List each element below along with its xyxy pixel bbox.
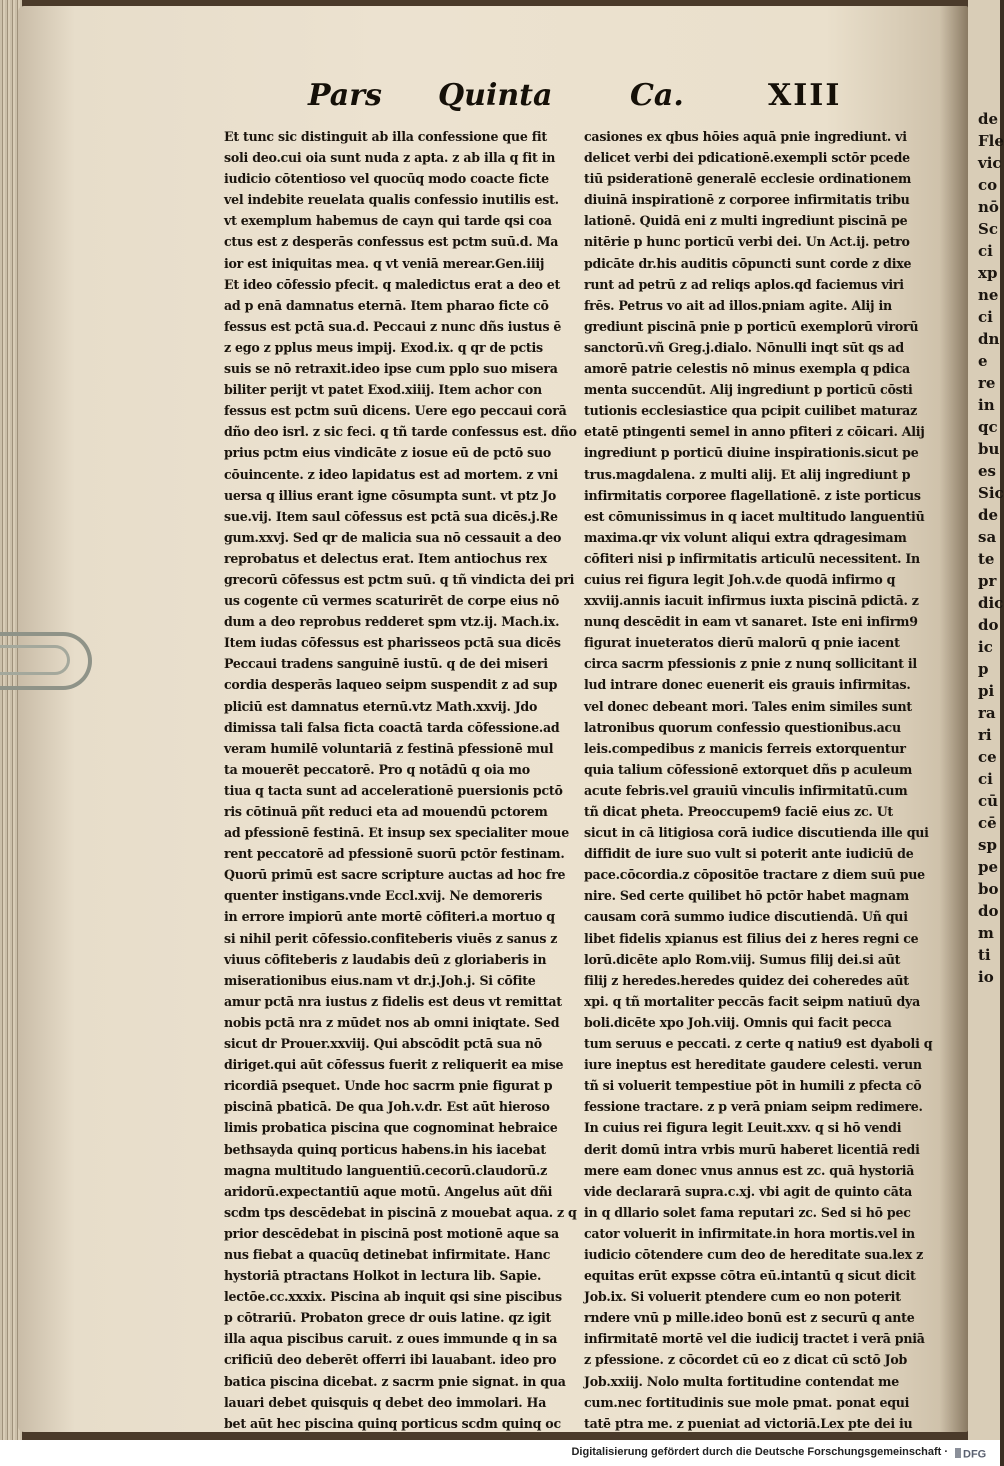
right-column-line: tutionis ecclesiastice qua pcipit cuilibet maturaz xyxy=(584,403,917,419)
left-column-line: dimissa tali falsa ficta coactā tarda cōfessione.ad xyxy=(224,719,560,735)
right-column-line: pdicāte dr.his auditis cōpuncti sunt corde z dixe xyxy=(584,255,912,271)
next-page-fragment: p xyxy=(978,660,989,678)
right-column-line: filij z heredes.heredes quidez dei coheredes aūt xyxy=(584,972,909,988)
footer-bar xyxy=(0,1440,1000,1466)
right-column-line: cator voluerit in infirmitate.in hora mortis.vel in xyxy=(584,1225,915,1241)
next-page-fragment: nō xyxy=(978,198,999,216)
next-page-fragment: vic xyxy=(978,154,1002,172)
next-page-fragment: m xyxy=(978,924,994,942)
left-column-line: us cogente cū vermes scaturirēt de corpe eius nō xyxy=(224,593,560,609)
header-folio: XIII xyxy=(768,78,842,113)
left-column-line: vel indebite reuelata qualis confessio inutilis est. xyxy=(224,192,559,208)
left-column-line: fessus est pctm suū dicens. Uere ego peccaui corā xyxy=(224,403,567,419)
left-column-line: Et ideo cōfessio pfecit. q maledictus erat a deo et xyxy=(224,276,561,292)
right-column-line: sanctorū.vñ Greg.j.dialo. Nōnulli inqt sūt qs ad xyxy=(584,339,904,355)
left-column-line: prior descēdebat in piscinā post motionē aque sa xyxy=(224,1225,559,1241)
left-column-line: Et tunc sic distinguit ab illa confessione que fit xyxy=(224,129,547,144)
next-page-fragment: pr xyxy=(978,572,997,590)
left-column-line: dum a deo reprobus redderet spm vtz.ij. Mach.ix. xyxy=(224,614,560,630)
right-column-line: In cuius rei figura legit Leuit.xxv. q si hō vendi xyxy=(584,1120,902,1136)
next-page-fragment: Sc xyxy=(978,220,998,238)
next-page-fragment: Fle xyxy=(978,132,1004,150)
next-page-fragment: ci xyxy=(978,242,993,260)
next-page-fragment: e xyxy=(978,352,988,370)
right-column-line: etatē ptingenti semel in anno pfiteri z cōicari. Alij xyxy=(584,424,925,440)
left-column-line: amur pctā nra iustus z fidelis est deus vt remittat xyxy=(224,993,562,1009)
right-column-line: xpi. q tñ mortaliter peccās facit seipm natiuū dya xyxy=(584,993,920,1009)
right-column-line: lorū.dicēte aplo Rom.viij. Sumus filij dei.si aūt xyxy=(584,951,901,967)
next-page-fragment: bo xyxy=(978,880,999,898)
right-column-line: Job.xxiij. Nolo multa fortitudine contendat me xyxy=(584,1373,899,1389)
right-column-line: xxviij.annis iacuit infirmus iuxta piscinā pdictā. z xyxy=(584,593,919,609)
next-page-fragment: ce xyxy=(978,748,997,766)
next-page-fragment: te xyxy=(978,550,995,568)
right-column-line: pace.cōcordia.z cōpositōe tractare z diem suū pue xyxy=(584,867,925,883)
right-text-column xyxy=(584,126,933,1434)
left-column-line: suis se nō retraxit.ideo ipse cum pplo suo misera xyxy=(224,361,558,377)
right-column-line: ingrediunt p porticū diuine inspirationis.sicut pe xyxy=(584,445,919,461)
left-column-line: ad pfessionē festinā. Et insup sex specialiter moue xyxy=(224,825,569,841)
left-column-line: sicut dr Prouer.xxviij. Qui abscōdit pctā sua nō xyxy=(224,1036,542,1052)
right-column-line: trus.magdalena. z multi alij. Et alij ingrediunt p xyxy=(584,466,911,482)
next-page-fragment: de xyxy=(978,110,999,128)
left-column-line: fessus est pctā sua.d. Peccaui z nunc dñs iustus ē xyxy=(224,318,562,334)
right-column-line: maxima.qr vix volunt aliqui extra qdragesimam xyxy=(584,529,907,545)
right-column-line: sicut in cā litigiosa corā iudice discutienda ille qui xyxy=(584,825,929,841)
next-page-fragment: xp xyxy=(978,264,998,282)
left-column-line: veram humilē voluntariā z festinā pfessionē mul xyxy=(224,740,554,756)
right-column-line: derit domū intra vrbis murū haberet licentiā redi xyxy=(584,1141,920,1157)
next-page-fragment: sa xyxy=(978,528,997,546)
left-text-column xyxy=(224,126,577,1434)
right-column-line: iudicio cōtendere cum deo de hereditate sua.lex z xyxy=(584,1246,923,1262)
left-column-line: scdm tps descēdebat in piscinā z mouebat aqua. z q xyxy=(224,1204,577,1220)
left-column-line: grecorū cōfessus est pctm suū. q tñ vindicta dei pri xyxy=(224,571,575,587)
next-page-fragment: do xyxy=(978,616,999,634)
right-column-line: amorē patrie celestis nō minus exempla q pdica xyxy=(584,361,910,377)
right-column-line: infirmitatis corporee flagellationē. z iste porticus xyxy=(584,487,921,503)
right-column-line: tatē ptra me. z pueniat ad victoriā.Lex pte dei iu xyxy=(584,1415,913,1431)
left-column-line: piscinā pbaticā. De qua Joh.v.dr. Est aūt hieroso xyxy=(224,1099,550,1115)
left-column-line: sue.vij. Item saul cōfessus est pctā sua dicēs.j.Re xyxy=(224,508,558,524)
right-column-line: casiones ex qbus hōies aquā pnie ingrediunt. vi xyxy=(584,129,907,144)
right-column-line: vide declararā supra.c.xj. vbi agit de quinto cāta xyxy=(584,1183,913,1199)
right-column-line: figurat inueteratos dierū malorū q pnie iacent xyxy=(584,635,900,651)
left-column-line: gum.xxvj. Sed qr de malicia sua nō cessauit a deo xyxy=(224,529,562,545)
next-page-fragment: Sic xyxy=(978,484,1004,502)
next-page-fragment: ri xyxy=(978,726,992,744)
dfg-logo xyxy=(954,1445,992,1461)
next-page-fragment: re xyxy=(978,374,996,392)
next-page-fragment: cē xyxy=(978,814,997,832)
right-column-line: est cōmunissimus in q iacet multitudo languentiū xyxy=(584,508,925,524)
left-column-line: uersa q illius erant igne cōsumpta sunt. vt ptz Jo xyxy=(224,487,557,503)
next-page-fragment: pe xyxy=(978,858,999,876)
next-page-fragment: do xyxy=(978,902,999,920)
left-column-line: biliter perijt vt patet Exod.xiiij. Item achor con xyxy=(224,382,542,398)
left-column-line: nobis pctā nra z mūdet nos ab omni iniqtate. Sed xyxy=(224,1014,560,1030)
next-page-fragment: cū xyxy=(978,792,999,810)
left-column-line: bet aūt hec piscina quinq porticus scdm quinq oc xyxy=(224,1415,561,1431)
left-column-line: in errore impiorū ante mortē cōfiteri.a mortuo q xyxy=(224,909,555,925)
left-column-line: reprobatus et delectus erat. Item antiochus rex xyxy=(224,550,547,566)
right-column-line: tñ si voluerit tempestiue pōt in humili z pfecta cō xyxy=(584,1078,922,1094)
next-page-fragment: ci xyxy=(978,308,993,326)
next-page-edge xyxy=(968,0,1004,1440)
next-page-fragment: in xyxy=(978,396,995,414)
next-page-fragment: ne xyxy=(978,286,999,304)
right-column-line: tum seruus e peccati. z certe q natiu9 est dyaboli q xyxy=(584,1036,933,1052)
left-column-line: ris cōtinuā pñt reduci eta ad mouendū pctorem xyxy=(224,804,548,819)
right-column-line: leis.compedibus z manicis ferreis extorquentur xyxy=(584,740,906,756)
header-book: Quinta xyxy=(438,78,553,113)
right-column-line: boli.dicēte xpo Joh.viij. Omnis qui facit pecca xyxy=(584,1014,892,1030)
left-column-line: dño deo isrl. z sic feci. q tñ tarde confessus est. dño xyxy=(224,424,577,440)
right-column-line: libet fidelis xpianus est filius dei z heres regni ce xyxy=(584,930,919,946)
left-column-line: iudicio cōtentioso vel quocūq modo coacte ficte xyxy=(224,171,549,187)
left-column-line: bethsayda quinq porticus habens.in his iacebat xyxy=(224,1141,546,1157)
left-column-line: si nihil perit cōfessio.confiteberis viuēs z sanus z xyxy=(224,930,558,946)
right-column-line: rndere vnū p mille.ideo bonū est z securū q ante xyxy=(584,1310,915,1326)
right-column-line: z pfessione. z cōcordet cū eo z dicat cū sctō Job xyxy=(584,1352,908,1368)
next-page-fragment: ti xyxy=(978,946,991,964)
left-column-line: viuus cōfiteberis z laudabis deū z gloriaberis in xyxy=(224,951,547,967)
right-column-line: acute febris.vel grauiū vinculis infirmitatū.cum xyxy=(584,782,908,798)
right-column-line: Job.ix. Si voluerit ptendere cum eo non poterit xyxy=(584,1289,901,1305)
left-column-line: hystoriā ptractans Holkot in lectura lib. Sapie. xyxy=(224,1268,542,1284)
left-column-line: batica piscina dicebat. z sacrm pnie signat. in qua xyxy=(224,1373,566,1389)
right-column-line: delicet verbi dei pdicationē.exempli sctōr pcede xyxy=(584,150,910,166)
footer-credit: Digitalisierung gefördert durch die Deutsche Forschungsgemeinschaft · xyxy=(571,1446,948,1458)
right-column-line: cuius rei figura legit Joh.v.de quodā infirmo q xyxy=(584,571,896,587)
left-column-line: soli deo.cui oia sunt nuda z apta. z ab illa q fit in xyxy=(224,150,556,166)
right-column-line: tiū psiderationē generalē ecclesie ordinationem xyxy=(584,171,912,187)
right-column-line: lationē. Quidā eni z multi ingrediunt piscinā pe xyxy=(584,213,908,229)
next-page-fragment: ra xyxy=(978,704,996,722)
left-column-line: miserationibus eius.nam vt dr.j.Joh.j. Si cōfite xyxy=(224,972,536,988)
right-column-line: lud intrare donec euenerit eis grauis infirmitas. xyxy=(584,677,911,693)
header-part: Pars xyxy=(308,78,382,113)
next-page-fragment: ci xyxy=(978,770,993,788)
next-page-fragment: bu xyxy=(978,440,1000,458)
left-column-line: rent peccatorē ad pfessionē suorū pctōr festinam. xyxy=(224,846,565,862)
left-column-line: z ego z pplus meus impij. Exod.ix. q qr de pctis xyxy=(224,339,543,355)
left-column-line: lectōe.cc.xxxix. Piscina ab inquit qsi sine piscibus xyxy=(224,1289,562,1305)
left-column-line: magna multitudo languentiū.cecorū.claudorū.z xyxy=(224,1162,548,1178)
right-column-line: quia talium cōfessionē extorquet dñs p aculeum xyxy=(584,761,913,777)
right-column-line: menta succendūt. Alij ingrediunt p porticū cōsti xyxy=(584,382,913,398)
next-page-fragment: co xyxy=(978,176,998,194)
header-chapter: Ca. xyxy=(630,78,684,113)
right-column-line: tñ dicat pheta. Preoccupem9 faciē eius zc. Ut xyxy=(584,804,893,819)
next-page-fragment: pi xyxy=(978,682,995,700)
left-column-line: ad p enā damnatus eternā. Item pharao ficte cō xyxy=(224,297,549,313)
left-column-line: ior est iniquitas mea. q vt veniā merear.Gen.iiij xyxy=(224,255,545,271)
right-column-line: circa sacrm pfessionis z pnie z nunq sollicitant il xyxy=(584,656,917,672)
right-column-line: nunq descēdit in eam vt sanaret. Iste eni infirm9 xyxy=(584,614,918,630)
left-column-line: lauari debet quisquis q debet deo immolari. Ha xyxy=(224,1394,547,1410)
next-page-fragment: de xyxy=(978,506,999,524)
right-column-line: grediunt piscinā pnie p porticū exemplorū virorū xyxy=(584,318,919,334)
running-header xyxy=(0,78,1000,128)
right-column-line: causam corā summo iudice discutiendā. Uñ qui xyxy=(584,909,908,925)
left-column-line: cōuincente. z ideo lapidatus est ad mortem. z vni xyxy=(224,466,558,482)
left-column-line: Quorū primū est sacre scripture auctas ad hoc fre xyxy=(224,867,566,883)
next-page-fragment: qc xyxy=(978,418,998,436)
right-column-line: frēs. Petrus vo ait ad illos.pniam agite. Alij in xyxy=(584,297,892,313)
right-column-line: fessione tractare. z p verā pniam seipm redimere. xyxy=(584,1099,923,1115)
left-column-line: vt exemplum habemus de cayn qui tarde qsi coa xyxy=(224,213,552,229)
right-column-line: runt ad petrū z ad reliqs aplos.qd faciemus viri xyxy=(584,276,904,292)
right-column-line: infirmitatē mortē vel die iudicij tractet i verā pniā xyxy=(584,1331,925,1347)
next-page-fragment: dn xyxy=(978,330,1000,348)
svg-text:DFG: DFG xyxy=(963,1448,987,1461)
right-column-line: nitērie p hunc porticū verbi dei. Un Act.ij. petro xyxy=(584,234,910,250)
paper-clip-inner xyxy=(0,645,70,675)
right-column-line: diuinā inspirationē z corporee infirmitatis tribu xyxy=(584,192,910,208)
left-column-line: diriget.qui aūt cōfessus fuerit z reliquerit ea mise xyxy=(224,1057,564,1073)
right-column-line: diffidit de iure suo vult si poterit ante iudiciū de xyxy=(584,846,914,862)
next-page-fragment: dic xyxy=(978,594,1004,612)
left-column-line: limis probatica piscina que cognominat hebraice xyxy=(224,1120,558,1136)
right-column-line: equitas erūt expsse cōtra eū.intantū q sicut dicit xyxy=(584,1268,916,1284)
left-column-line: cordia desperās laqueo seipm suspendit z ad sup xyxy=(224,677,558,693)
left-column-line: pliciū est damnatus eternū.vtz Math.xxvij. Jdo xyxy=(224,698,538,714)
dfg-logo-icon xyxy=(955,1446,991,1460)
right-column-line: nire. Sed certe quilibet hō pctōr habet magnam xyxy=(584,888,909,904)
left-column-line: p cōtrariū. Probaton grece dr ouis latine. qz igit xyxy=(224,1310,552,1326)
right-column-line: vel donec debeant mori. Tales enim similes sunt xyxy=(584,698,912,714)
left-column-line: aridorū.expectantiū aque motū. Angelus aūt dñi xyxy=(224,1183,553,1199)
left-column-line: tiua q tacta sunt ad accelerationē puersionis pctō xyxy=(224,782,563,798)
left-column-line: Peccaui tradens sanguinē iustū. q de dei miseri xyxy=(224,656,548,672)
next-page-fragment: es xyxy=(978,462,996,480)
next-page-fragment: sp xyxy=(978,836,997,854)
right-column-line: mere eam donec vnus annus est zc. quā hystoriā xyxy=(584,1162,915,1178)
right-column-line: cōfiteri nisi p infirmitatis articulū necessitent. In xyxy=(584,550,920,566)
left-column-line: crificiū deo deberēt offerri ibi lauabant. ideo pro xyxy=(224,1352,557,1368)
right-column-line: cum.nec fortitudinis sue mole pmat. ponat equi xyxy=(584,1394,910,1410)
right-column-line: in q dllario solet fama reputari zc. Sed si hō pec xyxy=(584,1204,911,1220)
left-column-line: ta mouerēt peccatorē. Pro q notādū q oia mo xyxy=(224,761,530,777)
next-page-fragments xyxy=(968,0,1004,988)
left-column-line: prius pctm eius vindicāte z iosue eū de pctō suo xyxy=(224,445,552,461)
right-column-line: iure ineptus est hereditate gaudere celesti. verun xyxy=(584,1057,922,1073)
left-column-line: Item iudas cōfessus est pharisseos pctā sua dicēs xyxy=(224,635,561,651)
next-page-fragment: io xyxy=(978,968,994,986)
left-column-line: ctus est z desperās confessus est pctm suū.d. Ma xyxy=(224,234,559,250)
next-page-fragment: ic xyxy=(978,638,993,656)
left-column-line: nus fiebat a quacūq detinebat infirmitate. Hanc xyxy=(224,1246,551,1262)
left-column-line: illa aqua piscibus caruit. z oues immunde q in sa xyxy=(224,1331,558,1347)
left-column-line: ricordiā psequet. Unde hoc sacrm pnie figurat p xyxy=(224,1078,553,1094)
left-column-line: quenter instigans.vnde Eccl.xvij. Ne demoreris xyxy=(224,888,543,904)
right-column-line: latronibus quorum confessio questionibus.acu xyxy=(584,719,901,735)
